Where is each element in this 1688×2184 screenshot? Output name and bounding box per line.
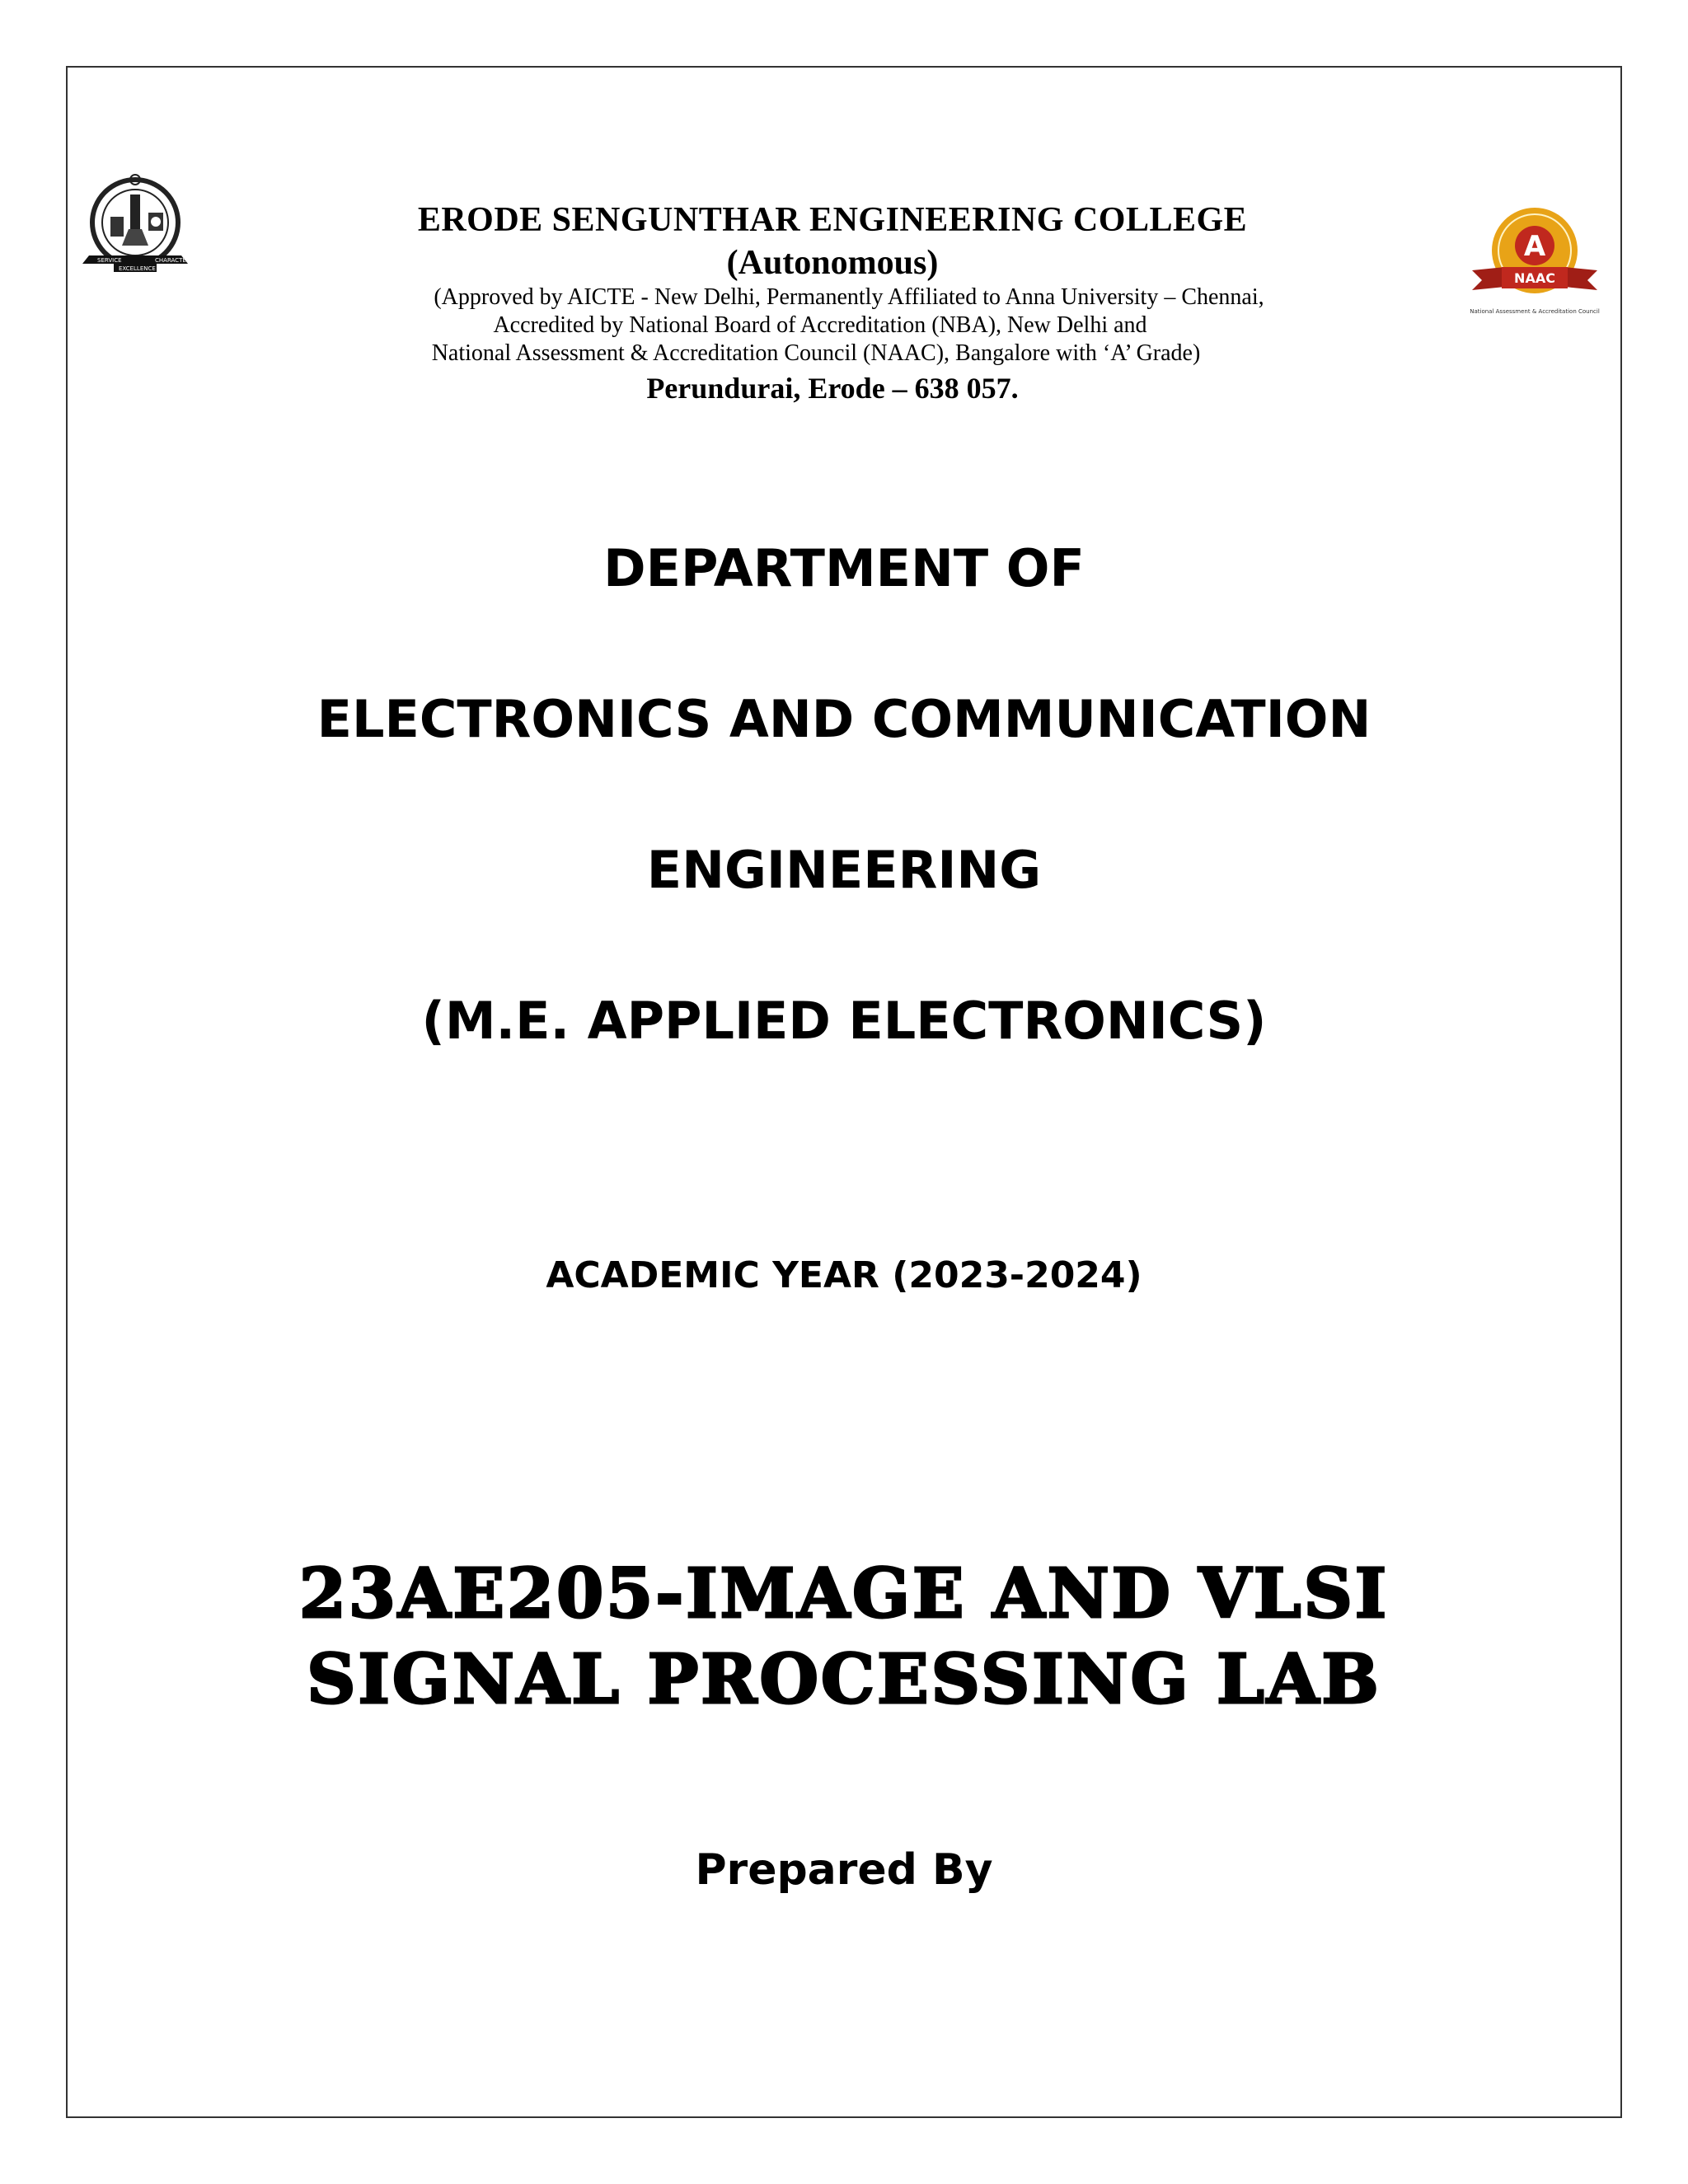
approval-line-2: Accredited by National Board of Accreditation (NBA), New Delhi and (493, 312, 1147, 338)
approval-line-1: (Approved by AICTE - New Delhi, Permanently Affiliated to Anna University – Chennai, (434, 284, 1264, 310)
approval-line-3: National Assessment & Accreditation Council (NAAC), Bangalore with ‘A’ Grade) (431, 340, 1201, 366)
college-name: ERODE SENGUNTHAR ENGINEERING COLLEGE (417, 201, 1248, 239)
emblem-word-excellence: EXCELLENCE (119, 265, 156, 272)
lab-title-line-2: SIGNAL PROCESSING LAB (307, 1640, 1381, 1719)
department-line-4: (M.E. APPLIED ELECTRONICS) (421, 991, 1267, 1051)
college-emblem-logo (73, 171, 198, 287)
lab-title (66, 1551, 1622, 1722)
emblem-word-character: CHARACTER (155, 257, 190, 264)
emblem-word-service: SERVICE (97, 257, 122, 264)
college-header (198, 198, 1467, 407)
academic-year: ACADEMIC YEAR (2023-2024) (546, 1254, 1142, 1296)
department-line-1: DEPARTMENT OF (603, 538, 1085, 598)
naac-grade-letter: A (1523, 230, 1546, 263)
naac-label: NAAC (1514, 270, 1555, 286)
naac-badge-logo (1464, 198, 1606, 326)
department-line-2: ELECTRONICS AND COMMUNICATION (316, 689, 1372, 749)
college-address: Perundurai, Erode – 638 057. (646, 372, 1019, 405)
autonomous-label: (Autonomous) (726, 244, 939, 282)
lab-title-line-1: 23AE205-IMAGE AND VLSI (298, 1554, 1390, 1633)
naac-caption: National Assessment & Accreditation Council (1470, 308, 1600, 315)
department-line-3: ENGINEERING (646, 840, 1042, 900)
prepared-by-label: Prepared By (695, 1845, 993, 1895)
